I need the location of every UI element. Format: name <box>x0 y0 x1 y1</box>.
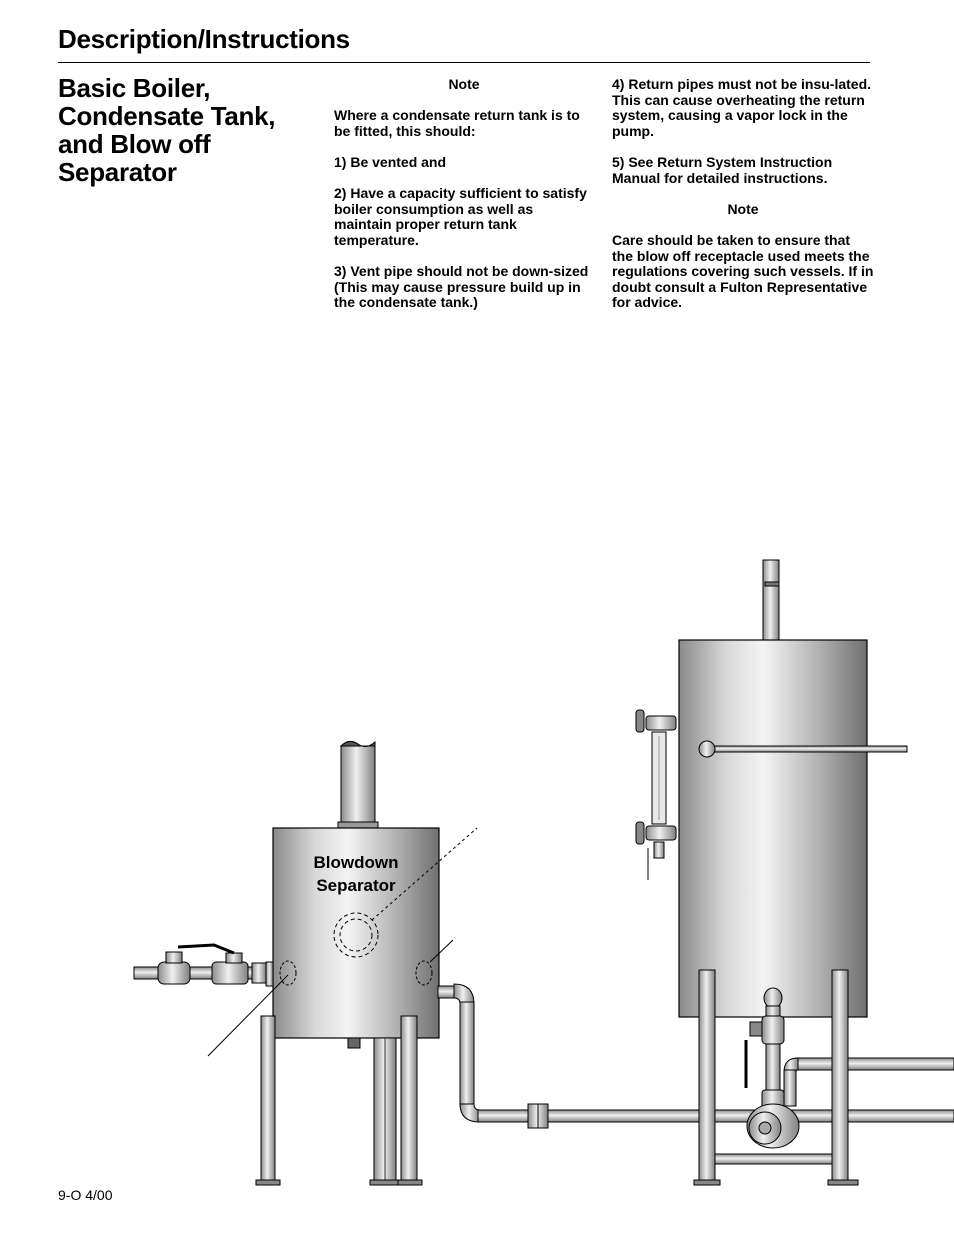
instruction-item-1: 1) Be vented and <box>334 153 447 170</box>
blowdown-inlet-line <box>134 945 273 986</box>
instruction-item-3: 3) Vent pipe should not be down-sized (This may cause pressure build up in the condensate tank.) <box>334 263 589 311</box>
note-text: Care should be taken to ensure that the blow off receptacle used meets the regulations covering such vessels. If in doubt consult a Fulton Representative for advice. <box>612 231 874 311</box>
separator-label-line-1: Blowdown <box>313 853 399 872</box>
pump-isolation-valve <box>762 1016 784 1044</box>
separator-label-line-2: Separator <box>316 876 396 895</box>
separator-leg-right <box>401 1016 417 1184</box>
section-header: Description/Instructions <box>58 24 350 54</box>
instruction-item-4: 4) Return pipes must not be insu-lated. This can cause overheating the return system, causing a vapor lock in the pump. <box>612 76 872 139</box>
tank-leg-left <box>699 970 715 1182</box>
thermometer-rod <box>708 746 907 752</box>
instructions-column-1 <box>334 77 594 327</box>
note-heading-2: Note <box>727 200 759 217</box>
note-intro: Where a condensate return tank is to be fitted, this should: <box>334 107 580 139</box>
page-footer-code: 9-O 4/00 <box>58 1187 113 1203</box>
instructions-column-2 <box>612 77 874 327</box>
blowdown-separator <box>208 741 477 1185</box>
boiler-system-diagram <box>0 540 954 1200</box>
instruction-item-5: 5) See Return System Instruction Manual for detailed instructions. <box>612 153 833 186</box>
tank-body <box>679 640 867 1017</box>
vent-pipe-cut-end <box>341 741 375 746</box>
separator-leg-left <box>261 1016 275 1184</box>
thermometer-fitting <box>699 741 715 757</box>
inlet-flange <box>266 962 273 986</box>
instruction-item-2: 2) Have a capacity sufficient to satisfy boiler consumption as well as maintain proper return tank temperature. <box>334 185 587 248</box>
title-line-1: Basic Boiler, <box>58 73 211 103</box>
title-line-4: Separator <box>58 157 177 187</box>
tank-vent-pipe <box>763 560 779 640</box>
header-divider <box>58 62 870 63</box>
title-line-2: Condensate Tank, <box>58 101 276 131</box>
tank-leg-right <box>832 970 848 1182</box>
separator-vent-pipe <box>341 746 375 826</box>
page-title <box>58 74 308 186</box>
title-line-3: and Blow off <box>58 129 211 159</box>
ball-valve-handle <box>178 945 234 953</box>
note-heading-1: Note <box>448 76 480 92</box>
